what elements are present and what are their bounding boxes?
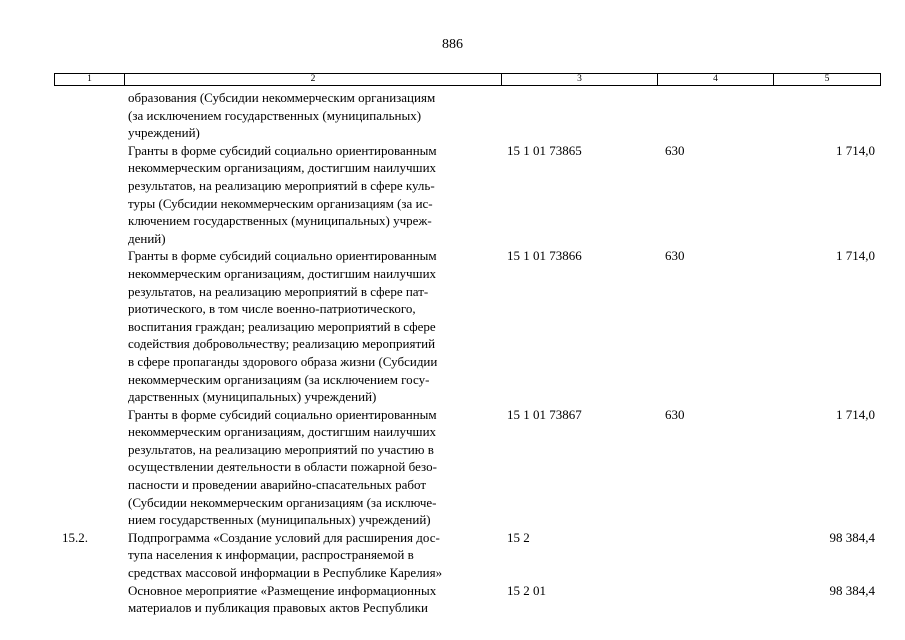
column-number-3: 3 [502, 74, 658, 86]
description-line: учреждений) [128, 125, 200, 141]
row-description [128, 406, 500, 529]
table-column-numbers [54, 73, 881, 86]
description-line: средствах массовой информации в Республике Карелия» [128, 565, 443, 581]
description-line: некоммерческим организациям, достигшим наилучших [128, 424, 437, 440]
description-line: некоммерческим организациям (за исключением госу- [128, 371, 430, 387]
description-line: нием государственных (муниципальных) учреждений) [128, 512, 431, 528]
description-line: (Субсидии некоммерческим организациям (за исключе- [128, 494, 437, 510]
row-number: 15.2. [62, 529, 88, 545]
column-number-5: 5 [774, 74, 881, 86]
table-row [54, 529, 880, 582]
row-description [128, 582, 500, 617]
row-description [128, 529, 500, 582]
description-line: Основное мероприятие «Размещение информационных [128, 582, 437, 598]
description-line: в сфере пропаганды здорового образа жизни (Субсидии [128, 353, 438, 369]
table-row [54, 582, 880, 617]
description-line: туры (Субсидии некоммерческим организациям (за ис- [128, 195, 433, 211]
description-line: риотического, в том числе военно-патриотического, [128, 301, 416, 317]
target-article-code: 15 2 [507, 529, 530, 545]
amount-value: 1 714,0 [836, 406, 875, 422]
row-description [128, 142, 500, 248]
page-number: 886 [442, 37, 463, 52]
amount-value: 1 714,0 [836, 248, 875, 264]
description-line: образования (Субсидии некоммерческим организациям [128, 90, 436, 105]
description-line: некоммерческим организациям, достигшим наилучших [128, 160, 437, 176]
target-article-code: 15 1 01 73866 [507, 248, 582, 264]
table-row [54, 406, 880, 529]
description-line: Гранты в форме субсидий социально ориентированным [128, 406, 437, 422]
amount-value: 98 384,4 [829, 529, 875, 545]
row-description [128, 247, 500, 405]
description-line: результатов, на реализацию мероприятий в сфере пат- [128, 283, 429, 299]
amount-value: 98 384,4 [829, 582, 875, 598]
description-line: осуществлении деятельности в области пожарной безо- [128, 459, 437, 475]
table-row [54, 247, 880, 405]
target-article-code: 15 1 01 73865 [507, 142, 582, 158]
description-line: тупа населения к информации, распространяемой в [128, 547, 414, 563]
description-line: дений) [128, 230, 166, 246]
amount-value: 1 714,0 [836, 142, 875, 158]
description-line: дарственных (муниципальных) учреждений) [128, 389, 377, 405]
description-line: результатов, на реализацию мероприятий в сфере куль- [128, 177, 435, 193]
description-line: материалов и публикация правовых актов Республики [128, 600, 428, 616]
description-line: ключением государственных (муниципальных) учреж- [128, 213, 432, 229]
budget-table-body [54, 89, 880, 617]
column-number-1: 1 [55, 74, 125, 86]
expense-type-code: 630 [665, 142, 685, 158]
description-line: воспитания граждан; реализацию мероприятий в сфере [128, 318, 436, 334]
table-row [54, 89, 880, 142]
column-number-4: 4 [658, 74, 774, 86]
table-row [54, 142, 880, 248]
expense-type-code: 630 [665, 406, 685, 422]
description-line: (за исключением государственных (муниципальных) [128, 107, 422, 123]
description-line: Подпрограмма «Создание условий для расширения дос- [128, 529, 440, 545]
expense-type-code: 630 [665, 248, 685, 264]
target-article-code: 15 2 01 [507, 582, 546, 598]
description-line: результатов, на реализацию мероприятий по участию в [128, 441, 434, 457]
description-line: Гранты в форме субсидий социально ориентированным [128, 142, 437, 158]
row-description [128, 89, 500, 142]
description-line: содействия добровольчеству; реализацию мероприятий [128, 336, 436, 352]
description-line: некоммерческим организациям, достигшим наилучших [128, 265, 437, 281]
description-line: Гранты в форме субсидий социально ориентированным [128, 248, 437, 264]
description-line: пасности и проведении аварийно-спасательных работ [128, 477, 427, 493]
target-article-code: 15 1 01 73867 [507, 406, 582, 422]
column-number-2: 2 [125, 74, 502, 86]
